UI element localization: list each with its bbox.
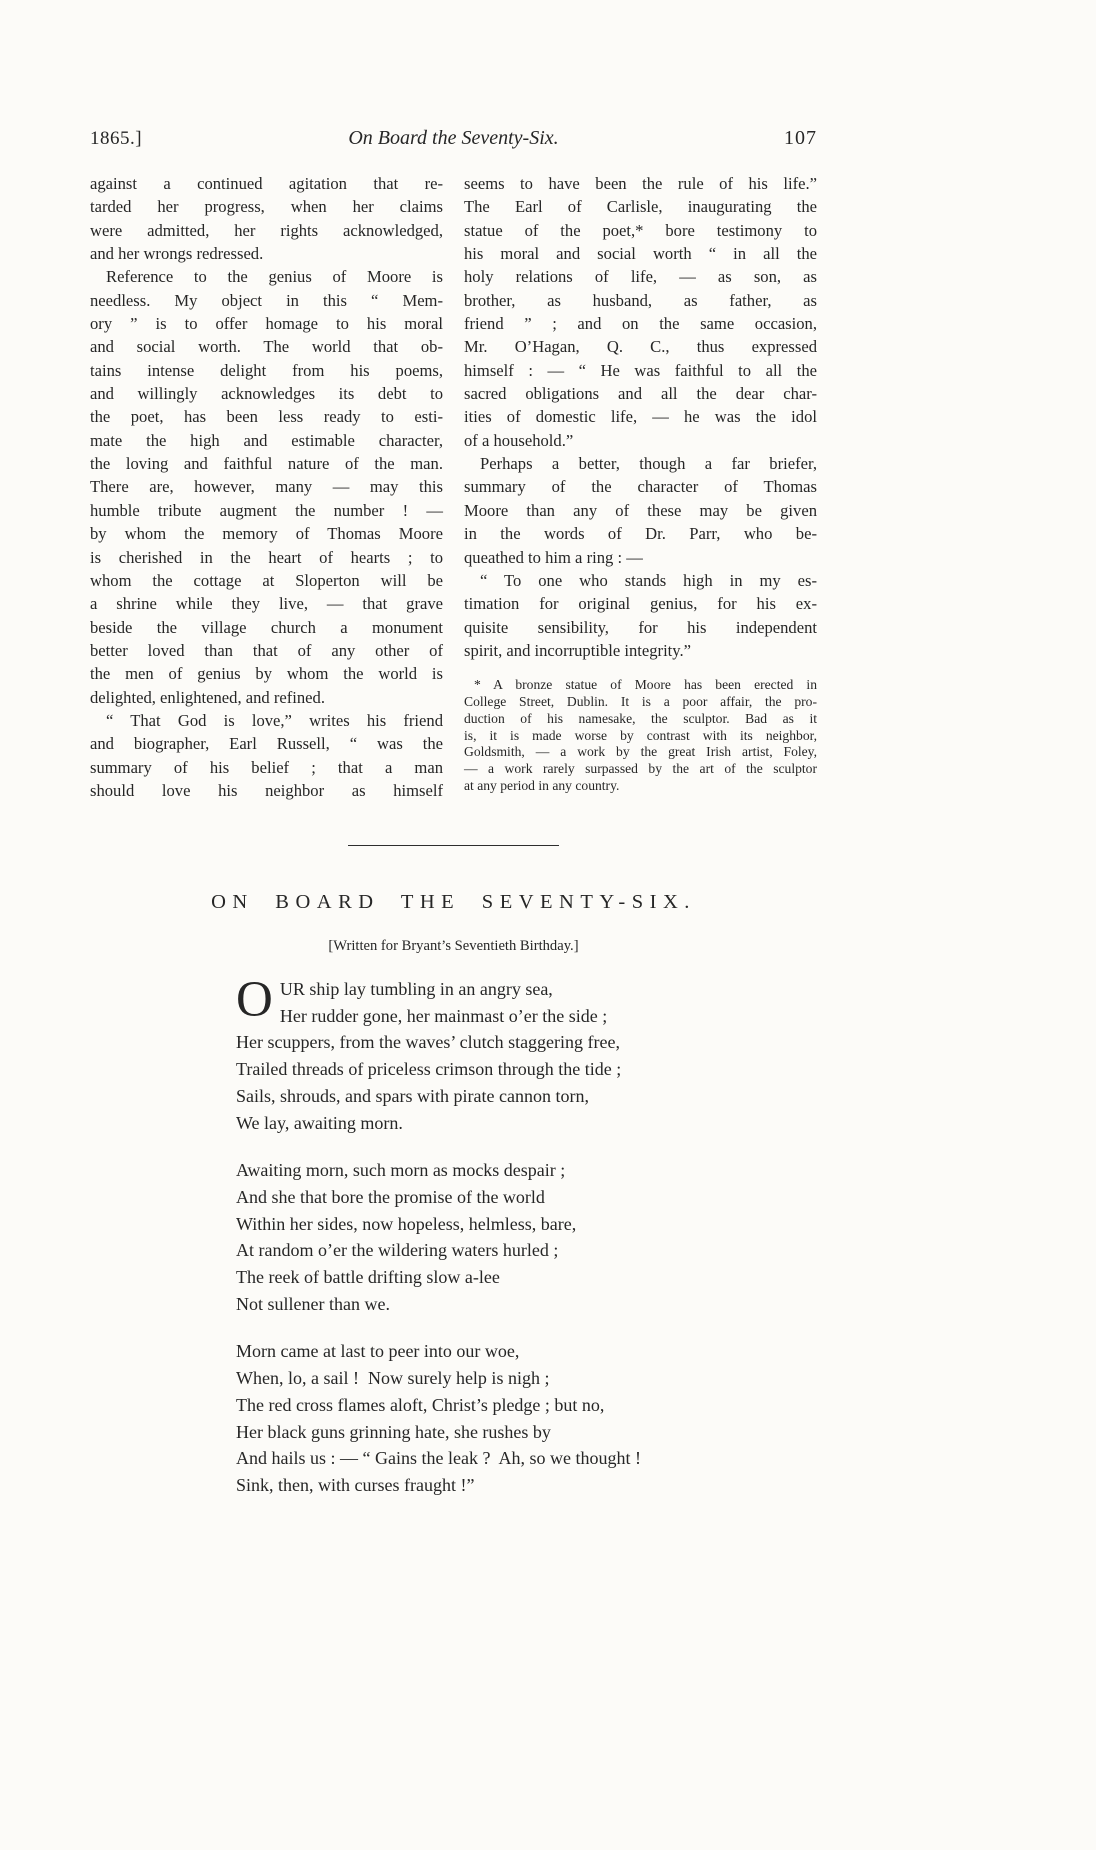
text-line: should love his neighbor as himself (90, 780, 443, 800)
poem-line: Her black guns grinning hate, she rushes by (236, 1421, 551, 1442)
poem-line: And hails us : — “ Gains the leak ? Ah, so we thought ! (236, 1448, 641, 1469)
text-line: by whom the memory of Thomas Moore (90, 524, 443, 544)
text-line: at any period in any country. (464, 778, 620, 793)
text-line: queathed to him a ring : — (464, 547, 643, 567)
text-line: better loved than that of any other of (90, 640, 443, 660)
poem-line: Not sullener than we. (236, 1293, 390, 1314)
text-line: brother, as husband, as father, as (464, 290, 817, 310)
text-line: needless. My object in this “ Mem- (90, 290, 443, 310)
paragraph (464, 172, 817, 452)
text-line: “ That God is love,” writes his friend (106, 710, 443, 730)
text-line: whom the cottage at Sloperton will be (90, 570, 443, 590)
poem-line: When, lo, a sail ! Now surely help is nigh ; (236, 1368, 550, 1389)
text-line: and biographer, Earl Russell, “ was the (90, 734, 443, 754)
text-line: were admitted, her rights acknowledged, (90, 220, 443, 240)
text-line: Perhaps a better, though a far briefer, (480, 454, 817, 474)
poem-line: Awaiting morn, such morn as mocks despair ; (236, 1160, 566, 1181)
text-line: duction of his namesake, the sculptor. Bad as it (464, 710, 817, 726)
poem-stanza (236, 1338, 641, 1498)
text-line: in the words of Dr. Parr, who be- (464, 524, 817, 544)
page-header (90, 127, 817, 150)
text-line: Goldsmith, — a work by the great Irish artist, Foley, (464, 744, 817, 760)
poem-line: And she that bore the promise of the world (236, 1186, 545, 1207)
poem-line: Morn came at last to peer into our woe, (236, 1341, 520, 1362)
text-line: * A bronze statue of Moore has been erected in (474, 677, 817, 693)
poem-line: Within her sides, now hopeless, helmless, bare, (236, 1213, 577, 1234)
text-line: and her wrongs redressed. (90, 244, 264, 264)
paragraph (90, 709, 443, 802)
poem-line: The red cross flames aloft, Christ’s pledge ; but no, (236, 1394, 605, 1415)
text-line: ory ” is to offer homage to his moral (90, 314, 443, 334)
poem-line: Sails, shrouds, and spars with pirate cannon torn, (236, 1085, 589, 1106)
text-line: quisite sensibility, for his independent (464, 617, 817, 637)
paragraph (464, 569, 817, 662)
article-columns (90, 172, 817, 802)
text-line: ities of domestic life, — he was the idol (464, 407, 817, 427)
text-line: Mr. O’Hagan, Q. C., thus expressed (464, 337, 817, 357)
poem-line: Trailed threads of priceless crimson through the tide ; (236, 1059, 622, 1080)
running-title: On Board the Seventy-Six. (348, 127, 559, 149)
poem-line: Her scuppers, from the waves’ clutch staggering free, (236, 1032, 621, 1053)
text-line: his moral and social worth “ in all the (464, 244, 817, 264)
left-column (90, 172, 443, 802)
text-line: summary of his belief ; that a man (90, 757, 443, 777)
poem-title: ON BOARD THE SEVENTY-SIX. (211, 891, 696, 913)
text-line: tains intense delight from his poems, (90, 360, 443, 380)
text-line: statue of the poet,* bore testimony to (464, 220, 817, 240)
poem-line: The reek of battle drifting slow a-lee (236, 1267, 500, 1288)
text-line: holy relations of life, — as son, as (464, 267, 817, 287)
text-line: spirit, and incorruptible integrity.” (464, 640, 692, 660)
text-line: and social worth. The world that ob- (90, 337, 443, 357)
text-line: against a continued agitation that re- (90, 174, 443, 193)
text-line: a shrine while they live, — that grave (90, 594, 443, 614)
text-line: The Earl of Carlisle, inaugurating the (464, 197, 817, 217)
text-line: beside the village church a monument (90, 617, 443, 637)
poem (236, 972, 641, 1520)
text-line: and willingly acknowledges its debt to (90, 384, 443, 404)
text-line: the men of genius by whom the world is (90, 664, 443, 684)
text-line: is cherished in the heart of hearts ; to (90, 547, 443, 567)
paragraph (90, 265, 443, 709)
text-line: summary of the character of Thomas (464, 477, 817, 497)
text-line: “ To one who stands high in my es- (480, 570, 817, 590)
poem-line: We lay, awaiting morn. (236, 1112, 403, 1133)
text-line: Reference to the genius of Moore is (106, 267, 443, 287)
text-line: the poet, has been less ready to esti- (90, 407, 443, 427)
text-line: — a work rarely surpassed by the art of the sculptor (464, 761, 817, 777)
text-line: timation for original genius, for his ex- (464, 594, 817, 614)
text-line: is, it is made worse by contrast with its neighbor, (464, 727, 817, 743)
text-line: College Street, Dublin. It is a poor affair, the pro- (464, 694, 817, 710)
text-line: delighted, enlightened, and refined. (90, 687, 325, 707)
right-column (464, 172, 817, 802)
text-line: seems to have been the rule of his life.” (464, 174, 817, 193)
drop-cap: O (236, 972, 273, 1028)
poem-stanza (236, 972, 641, 1136)
paragraph (464, 452, 817, 569)
poem-subtitle: [Written for Bryant’s Seventieth Birthday.] (328, 938, 579, 954)
header-date: 1865.] (90, 128, 143, 149)
poem-line: UR ship lay tumbling in an angry sea, (279, 979, 553, 999)
poem-line: At random o’er the wildering waters hurled ; (236, 1240, 559, 1261)
text-line: mate the high and estimable character, (90, 430, 443, 450)
text-line: of a household.” (464, 430, 574, 450)
paragraph (90, 172, 443, 265)
page-number: 107 (784, 127, 817, 149)
text-line: sacred obligations and all the dear char- (464, 384, 817, 404)
poem-line: Sink, then, with curses fraught !” (236, 1474, 475, 1495)
text-line: friend ” ; and on the same occasion, (464, 314, 817, 334)
poem-line: Her rudder gone, her mainmast o’er the side ; (279, 1005, 608, 1026)
footnote (464, 677, 817, 795)
text-line: the loving and faithful nature of the man. (90, 454, 443, 474)
poem-stanza (236, 1157, 641, 1317)
text-line: humble tribute augment the number ! — (90, 500, 443, 520)
text-line: himself : — “ He was faithful to all the (464, 360, 817, 380)
text-line: Moore than any of these may be given (464, 500, 817, 520)
text-line: tarded her progress, when her claims (90, 197, 443, 217)
text-line: There are, however, many — may this (90, 477, 443, 497)
section-divider (348, 845, 559, 846)
